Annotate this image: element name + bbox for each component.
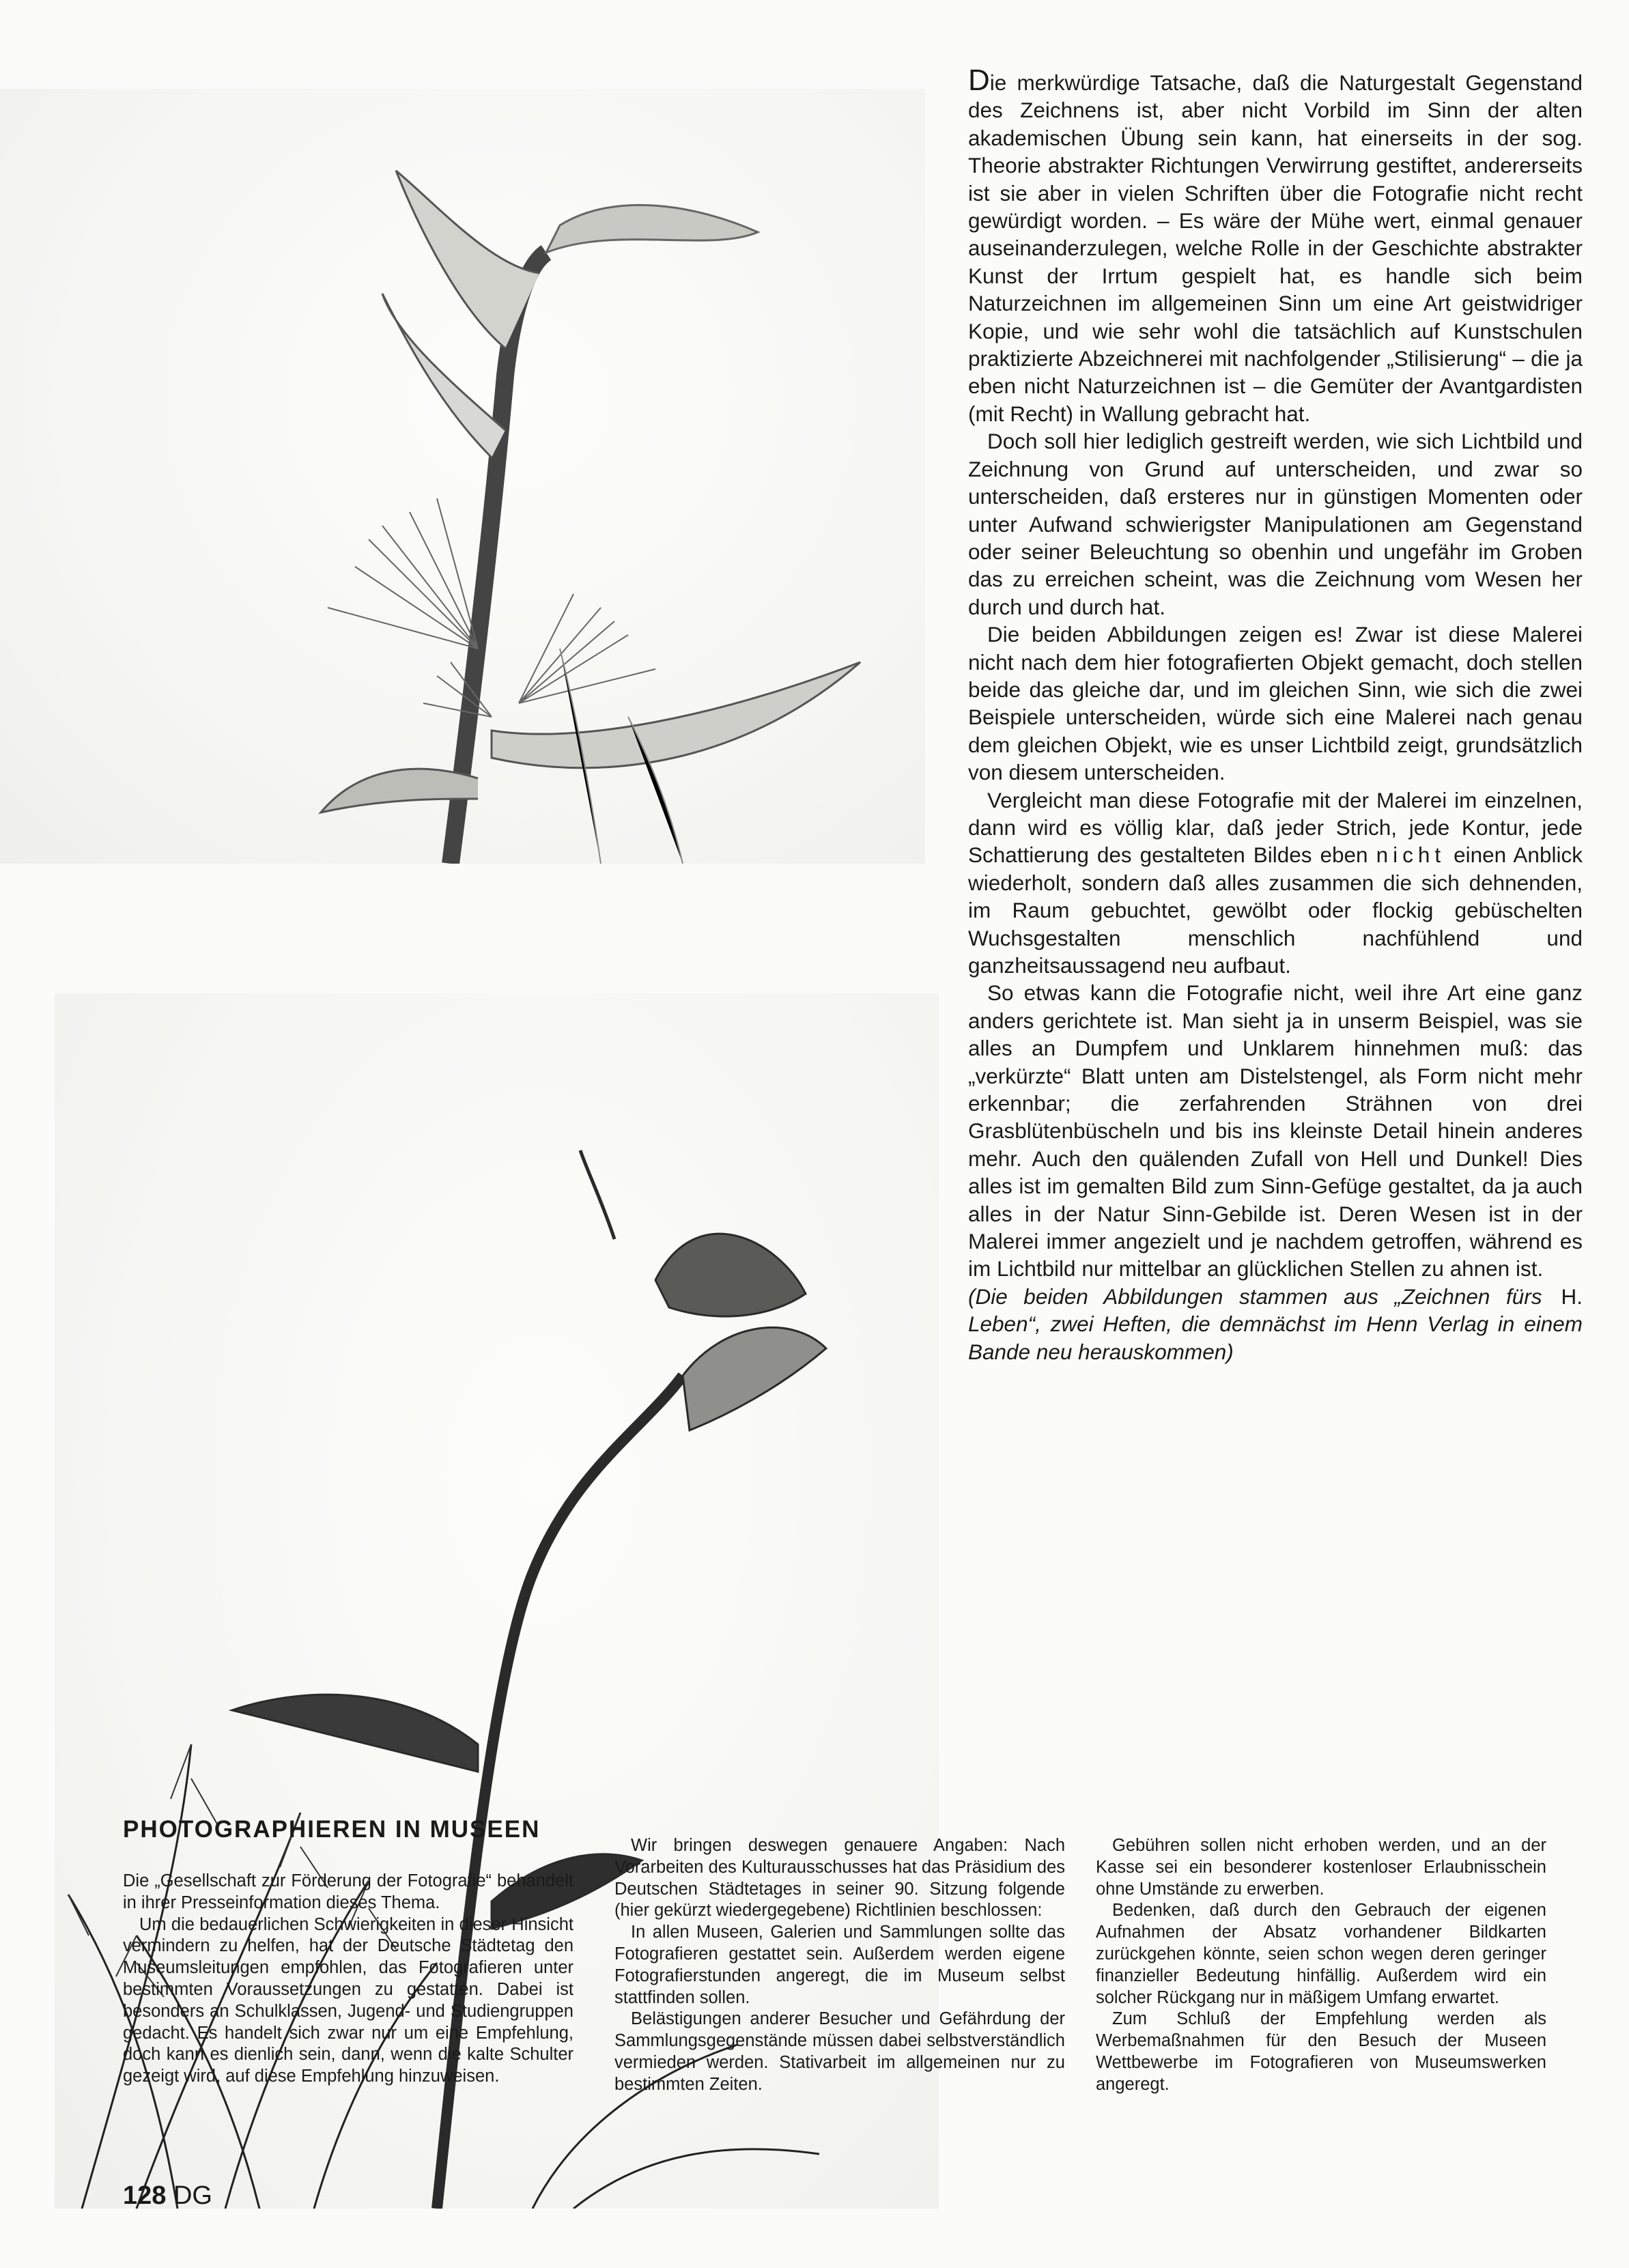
article-paragraph-1-text: ie merkwürdige Tatsache, daß die Naturgestalt Gegenstand des Zeichnens ist, aber nicht Vorbild im Sinn der alten akademischen Übung sein kann, hat einerseits in der sog. Theorie abstrakter Richtungen Verwirrung gestiftet, andererseits ist sie aber in vielen Schriften über die Fotografie nicht recht gewürdigt worden. – Es wäre der Mühe wert, einmal genauer auseinanderzulegen, welche Rolle in der Geschichte abstrakter Kunst der Irrtum gespielt hat, es handle sich beim Naturzeichnen im allgemeinen Sinn um eine Art geistwidriger Kopie, und wie sehr wohl die tatsächlich auf Kunstschulen praktizierte Abzeichnerei mit nachfolgender „Stilisierung“ – die ja eben nicht Naturzeichnen ist – die Gemüter der Avantgardisten (mit Recht) in Wallung gebracht hat. <box>968 70 1583 426</box>
article-paragraph-2: Doch soll hier lediglich gestreift werden, wie sich Lichtbild und Zeichnung von Grund auf unterscheiden, und zwar so unterscheiden, daß ersteres nur in günstigen Momenten oder unter Aufwand schwierigster Manipulationen am Gegenstand oder seiner Beleuchtung so obenhin und ungefähr im Groben das zu erreichen scheint, was die Zeichnung vom Wesen her durch und durch hat. <box>968 429 1583 619</box>
page-number <box>123 2181 212 2211</box>
news-col2-paragraph-3: Belästigungen anderer Besucher und Gefährdung der Sammlungsgegenstände müssen dabei selbstverständlich vermieden werden. Stativarbeit im allgemeinen nur zu bestimmten Zeiten. <box>614 2009 1065 2094</box>
author-signature: H. <box>1561 1284 1583 1309</box>
page-number-value: 128 <box>123 2181 167 2210</box>
news-col3-paragraph-3: Zum Schluß der Empfehlung werden als Werbemaßnahmen für den Besuch der Museen Wettbewerbe im Fotografieren von Museumswerken angeregt. <box>1096 2009 1546 2094</box>
article-paragraph-4-part-b: einen Anblick wiederholt, sondern daß alles zusammen die sich dehnenden, im Raum gebuchtet, gewölbt oder flockig gebüschelten Wuchsgestalten menschlich nachfühlend und ganzheitsaussagend neu aufbaut. <box>968 842 1583 978</box>
news-column-1 <box>123 1871 573 2088</box>
article-dropcap: D <box>968 63 990 97</box>
article-paragraph-4 <box>968 786 1583 980</box>
news-col3-paragraph-1: Gebühren sollen nicht erhoben werden, und an der Kasse sei ein besonderer kostenloser Erlaubnisschein ohne Umstände zu erwerben. <box>1096 1836 1546 1899</box>
article-paragraph-5-text: So etwas kann die Fotografie nicht, weil ihre Art eine ganz anders gerichtete ist. Man sieht ja in unserm Beispiel, was sie alles an Dumpfem und Unklarem hinnehmen muß: das „verkürzte“ Blatt unten am Distelstengel, als Form nicht mehr erkennbar; die zerfahrenden Strähnen von drei Grasblütenbüscheln und bis ins kleinste Detail hinein anderes mehr. Auch den quälenden Zufall von Hell und Dunkel! Dies alles ist im gemalten Bild zum Sinn-Gefüge gestaltet, da ja auch alles in der Natur Sinn-Gebilde ist. Deren Wesen ist in der Malerei immer angezielt und je nachdem getroffen, während es im Lichtbild nur mittelbar an glücklichen Stellen zu ahnen ist. <box>968 980 1583 1281</box>
article-paragraph-1 <box>968 63 1583 427</box>
article-paragraph-4-part-a: Vergleicht man diese Fotografie mit der Malerei im einzelnen, dann wird es völlig klar, daß jeder Strich, jede Kontur, jede Schattierung des gestalteten Bildes eben <box>968 787 1583 868</box>
news-col1-paragraph-2: Um die bedauerlichen Schwierigkeiten in dieser Hinsicht vermindern zu helfen, hat der Deutsche Städtetag den Museumsleitungen empfohlen, das Fotografieren unter bestimmten Voraussetzungen zu gestatten. Dabei ist besonders an Schulklassen, Jugend- und Studiengruppen gedacht. Es handelt sich zwar nur um eine Empfehlung, doch kann es dienlich sein, dann, wenn die kalte Schulter gezeigt wird, auf diese Empfehlung hinzuweisen. <box>123 1914 573 2086</box>
article-paragraph-3: Die beiden Abbildungen zeigen es! Zwar ist diese Malerei nicht nach dem hier fotografierten Objekt gemacht, doch stellen beide das gleiche dar, und im gleichen Sinn, wie sich die zwei Beispiele unterscheiden, würde sich eine Malerei nach genau dem gleichen Objekt, wie es unser Lichtbild zeigt, grundsätzlich von diesem unterscheiden. <box>968 622 1583 785</box>
image-source-caption: (Die beiden Abbildungen stammen aus „Zeichnen fürs Leben“, zwei Heften, die demnächst im Henn Verlag in einem Bande neu herauskommen) <box>968 1284 1583 1364</box>
news-col2-paragraph-2: In allen Museen, Galerien und Sammlungen sollte das Fotografieren gestattet sein. Außerdem werden eigene Fotografierstunden angeregt, die im Museum selbst stattfinden sollen. <box>614 1923 1065 2007</box>
news-column-3 <box>1096 1835 1546 2096</box>
news-col3-paragraph-2: Bedenken, daß durch den Gebrauch der eigenen Aufnahmen der Absatz vorhandener Bildkarten zurückgehen könnte, seien schon wegen deren geringer finanzieller Bedeutung hinfällig. Außerdem wird ein solcher Rückgang nur in mäßigem Umfang erwartet. <box>1096 1901 1546 2007</box>
news-col1-paragraph-1: Die „Gesellschaft zur Förderung der Fotografie“ behandelt in ihrer Presseinformation dieses Thema. <box>123 1871 573 1912</box>
article-emphasis-spaced: nicht <box>1376 842 1446 868</box>
news-col2-paragraph-1: Wir bringen deswegen genauere Angaben: Nach Vorarbeiten des Kulturausschusses hat das Präsidium des Deutschen Städtetages in seiner 90. Sitzung folgende (hier gekürzt wiedergegebene) Richtlinien beschlossen: <box>614 1836 1065 1920</box>
article-paragraph-5 <box>968 979 1583 1309</box>
news-column-2 <box>614 1835 1065 2096</box>
thistle-painting-image <box>0 89 925 864</box>
thistle-painting-svg <box>0 89 925 864</box>
magazine-abbreviation: DG <box>173 2181 212 2210</box>
article-column <box>968 63 1583 1365</box>
news-heading: PHOTOGRAPHIEREN IN MUSEEN <box>123 1816 541 1843</box>
